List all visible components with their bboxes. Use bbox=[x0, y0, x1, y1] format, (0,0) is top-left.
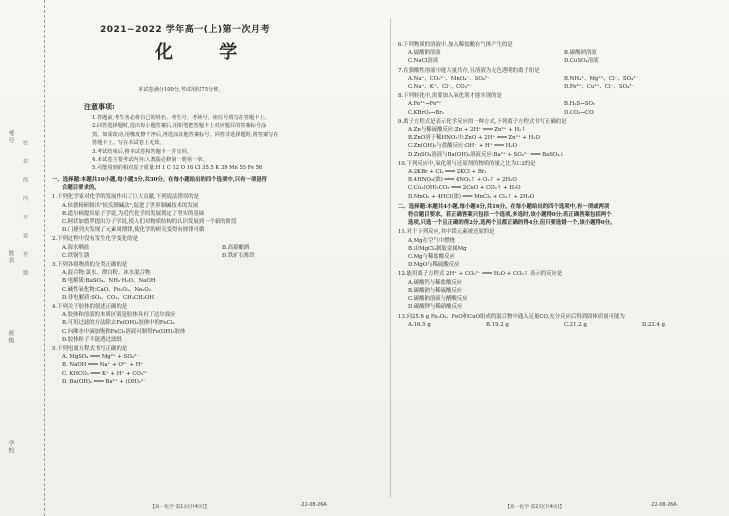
section-2-heading-cont2: 选项,只选一个且正确的得2分,选两个且都正确的得4分,但只要选错一个,该小题得0分。 bbox=[408, 220, 616, 227]
notice-item: 答题卡上。写在本试卷上无效。 bbox=[92, 140, 165, 147]
option: C.向沸水中滴加饱和FeCl₃溶液可制得Fe(OH)₃胶体 bbox=[62, 328, 186, 335]
option: B.碳酸钠与稀硫酸反应 bbox=[408, 287, 463, 294]
option: A.混合物:氯水、漂白粉、冰水混合物 bbox=[62, 270, 151, 277]
option: A.侯德榜研制出"侯氏制碱法",促进了世界制碱技术的发展 bbox=[62, 202, 199, 209]
option: A.硫酸钠溶液 bbox=[408, 50, 441, 57]
question-7 bbox=[398, 67, 720, 92]
question-stem: 12.能用离子方程式 2H⁺ + CO₃²⁻ ═══ H₂O + CO₂↑ 表示的反应是 bbox=[398, 271, 563, 278]
option: A.胶体和溶液的本质区别是胶体具有丁达尔效应 bbox=[62, 312, 176, 319]
question-stem: 2.下列过程中没有发生化学变化的是 bbox=[52, 236, 139, 243]
question-8 bbox=[398, 92, 720, 117]
option: B.电解质:BaSO₄、NH₃·H₂O、NaOH bbox=[62, 278, 156, 285]
question-12 bbox=[398, 270, 720, 311]
notice-item: 4.本试卷主要考试内容:人教版必修第一册第一章。 bbox=[92, 157, 208, 164]
option: B. NaOH ═══ Na⁺ + O²⁻ + H⁺ bbox=[62, 362, 144, 369]
exam-subject-title: 化 学 bbox=[155, 42, 258, 63]
notice-item: 黑。如需改动,用橡皮擦干净后,再选涂其他答案标号。回答非选择题时,将答案写在 bbox=[92, 131, 279, 138]
binding-seal-text: 密 封 线 内 不 要 答 题 bbox=[22, 140, 28, 282]
section-2-heading: 二、选择题:本题共4小题,每小题4分,共16分。在每小题给出的四个选项中,有一项或两项 bbox=[398, 203, 610, 210]
option: C.阿伏加德罗提出分子学说,使人们对物质结构的认识发展到一个新的阶段 bbox=[62, 219, 237, 226]
option: D.铁矿石炼铁 bbox=[222, 252, 255, 259]
option: B.高粱酿酒 bbox=[222, 244, 250, 251]
option: D.非电解质:SO₂、CO₂、CH₃CH₂OH bbox=[62, 294, 155, 301]
question-stem: 5.下列电离方程式书写正确的是 bbox=[52, 346, 128, 353]
option: A.Na⁺、CO₃²⁻、MnO₄⁻、SO₄²⁻ bbox=[408, 75, 490, 82]
question-3 bbox=[52, 261, 382, 302]
question-1 bbox=[52, 193, 382, 234]
option: D.胶体粒子不能透过滤纸 bbox=[62, 336, 122, 343]
question-stem: 10.下列反应中,氧化剂与还原剂的物质的量之比为1:2的是 bbox=[398, 160, 536, 167]
option: D. Ba(OH)₂ ═══ Ba²⁺ + (OH)₂²⁻ bbox=[62, 378, 147, 385]
option: B.ZnO溶于稀HNO₃中:ZnO + 2H⁺ ═══ Zn²⁺ + H₂O bbox=[408, 135, 540, 142]
option: A.Mg在空气中燃烧 bbox=[408, 237, 455, 244]
right-column bbox=[398, 40, 720, 329]
option: D.MgO与稀硫酸反应 bbox=[408, 262, 460, 269]
question-stem: 11.对于下列反应,其中镁元素被还原的是 bbox=[398, 229, 495, 236]
option: A.海水晒盐 bbox=[62, 244, 90, 251]
question-stem: 1.下列化学家对化学的发展作出了巨大贡献,下列说法错误的是 bbox=[52, 194, 200, 201]
notice-item: 3.考试结束后,将本试卷和答题卡一并交回。 bbox=[92, 148, 192, 155]
section-1 bbox=[52, 176, 382, 386]
binding-margin bbox=[0, 0, 45, 516]
option: D.ZnSO₄溶液与Ba(OH)₂溶液反应:Ba²⁺ + SO₄²⁻ ═══ BaSO₄↓ bbox=[408, 151, 565, 158]
option: A.碳酸钙与稀盐酸反应 bbox=[408, 279, 463, 286]
notice-item: 5.可能用到的相对原子质量:H 1 C 12 O 16 Cl 35.5 K 39 Mn 55 Fe 56 bbox=[92, 165, 263, 172]
option: D.碳酸钾与稀硝酸反应 bbox=[408, 304, 463, 311]
question-stem: 7.在强酸性溶液中能大量共存,且溶液为无色透明的离子组是 bbox=[398, 67, 540, 74]
question-stem: 8.下列转化中,需要加入氧化剂才能实现的是 bbox=[398, 93, 502, 100]
notice-title: 注意事项: bbox=[84, 103, 115, 111]
option: A.Zn与稀硫酸反应:Zn + 2H⁺ ═══ Zn²⁺ + H₂↑ bbox=[408, 127, 526, 134]
notice-item: 2.回答选择题时,选出每小题答案后,用铅笔把答题卡上对应题目的答案标号涂 bbox=[92, 123, 267, 130]
binding-label-school: 学校 bbox=[7, 440, 14, 454]
score-note: 本试卷满分100分,考试用时75分钟。 bbox=[138, 87, 224, 93]
option: A.16.5 g bbox=[408, 321, 431, 328]
option: C.碱性氧化物:CaO、Fe₂O₃、Na₂O₂ bbox=[62, 286, 152, 293]
question-6 bbox=[398, 41, 720, 66]
binding-label-name: 姓名 bbox=[7, 250, 14, 264]
question-stem: 3.下列各组物质的分类正确的是 bbox=[52, 262, 128, 269]
binding-label-exam-number: 考号 bbox=[7, 130, 14, 144]
option: B.NH₄⁺、Mg²⁺、Cl⁻、SO₄²⁻ bbox=[564, 75, 639, 82]
option: B.可用过滤的方法除去Fe(OH)₃胶体中的FeCl₃ bbox=[62, 320, 175, 327]
exam-year-title: 2021~2022 学年高一(上)第一次月考 bbox=[100, 25, 270, 35]
option: B.H₂S→SO₂ bbox=[564, 101, 596, 108]
section-2-heading-cont: 符合题目要求。若正确答案只包括一个选项,多选时,该小题得0分;若正确答案包括两个 bbox=[408, 212, 612, 219]
option: D.CuSO₄溶液 bbox=[564, 58, 599, 65]
option: B.由MgCl₂制取金属Mg bbox=[408, 245, 467, 252]
option: C.NaCl溶液 bbox=[408, 58, 439, 65]
option: C.21.2 g bbox=[564, 321, 587, 328]
question-2 bbox=[52, 235, 382, 260]
option: C.Mg与稀盐酸反应 bbox=[408, 254, 455, 261]
question-stem: 13.向25.6 g Fe₂O₃、FeO和CuO组成的混合物中通入足量CO,充分反应后得到固体质量可能为 bbox=[398, 313, 625, 320]
question-11 bbox=[398, 228, 720, 269]
option: D.MnO₂ + 4HCl(浓) ═══ MnCl₂ + Cl₂↑ + 2H₂O bbox=[408, 193, 535, 200]
option: A.2KBr + Cl₂ ═══ 2KCl + Br₂ bbox=[408, 169, 487, 176]
question-5 bbox=[52, 345, 382, 386]
section-1-heading-cont: 合题目要求的。 bbox=[62, 185, 100, 192]
option: C.Zn(OH)₂与盐酸反应:OH⁻ + H⁺ ═══ H₂O bbox=[408, 143, 518, 150]
notice-item: 1.答题前,考生务必将自己的姓名、考生号、考场号、座位号填写在答题卡上。 bbox=[92, 115, 270, 121]
option: C.碳酸钠溶液与醋酸反应 bbox=[408, 296, 468, 303]
question-13 bbox=[398, 313, 720, 329]
option: A.Fe³⁺→Fe²⁺ bbox=[408, 101, 442, 108]
option: D.Fe³⁺、Cu²⁺、Cl⁻、SO₄²⁻ bbox=[564, 84, 635, 91]
question-stem: 4.下列关于胶体的叙述正确的是 bbox=[52, 304, 128, 311]
question-stem: 6.下列物质的溶液中,加入稀盐酸有气体产生的是 bbox=[398, 42, 513, 48]
option: B.4HNO₃(浓) ═══ 4NO₂↑ + O₂↑ + 2H₂O bbox=[408, 177, 517, 184]
option: C. KHCO₃ ═══ K⁺ + H⁺ + CO₃²⁻ bbox=[62, 370, 148, 377]
question-9 bbox=[398, 118, 720, 159]
option: A. MgSO₄ ═══ Mg²⁺ + SO₄²⁻ bbox=[62, 354, 139, 361]
page-divider bbox=[390, 18, 391, 498]
option: D.CO₂→CO bbox=[564, 109, 594, 116]
option: D.22.4 g bbox=[642, 321, 666, 328]
question-10 bbox=[398, 160, 720, 201]
option: B.碳酸钠溶液 bbox=[564, 50, 597, 57]
binding-label-class: 班级 bbox=[7, 330, 14, 344]
option: B.道尔顿提出原子学说,为近代化学的发展奠定了坚实的基础 bbox=[62, 210, 205, 217]
option: D.门捷列夫发现了元素周期律,使化学的研究变得有规律可循 bbox=[62, 227, 205, 234]
footer-right-page: 【高一化学 第2页(共4页)】 bbox=[505, 505, 565, 510]
option: C.Na⁺、K⁺、Cl⁻、CO₃²⁻ bbox=[408, 84, 472, 91]
section-1-heading: 一、选择题:本题共10小题,每小题3分,共30分。在每小题给出的四个选项中,只有一项是符 bbox=[52, 177, 268, 183]
footer-left-code: ·22-08-26A· bbox=[300, 503, 329, 508]
option: C.铁锅生锈 bbox=[62, 252, 90, 259]
question-4 bbox=[52, 303, 382, 344]
footer-left-page: 【高一化学 第1页(共4页)】 bbox=[150, 505, 210, 510]
option: C.KBrO₃→Br₂ bbox=[408, 109, 445, 116]
option: C.Cu₂(OH)₂CO₃ ═══ 2CuO + CO₂↑ + H₂O bbox=[408, 185, 521, 192]
option: B.19.2 g bbox=[486, 321, 509, 328]
question-stem: 9.离子方程式是表示化学反应的一种方式,下列离子方程式书写正确的是 bbox=[398, 118, 567, 125]
footer-right-code: ·22-08-26A· bbox=[650, 503, 679, 508]
notice-list bbox=[92, 114, 382, 173]
